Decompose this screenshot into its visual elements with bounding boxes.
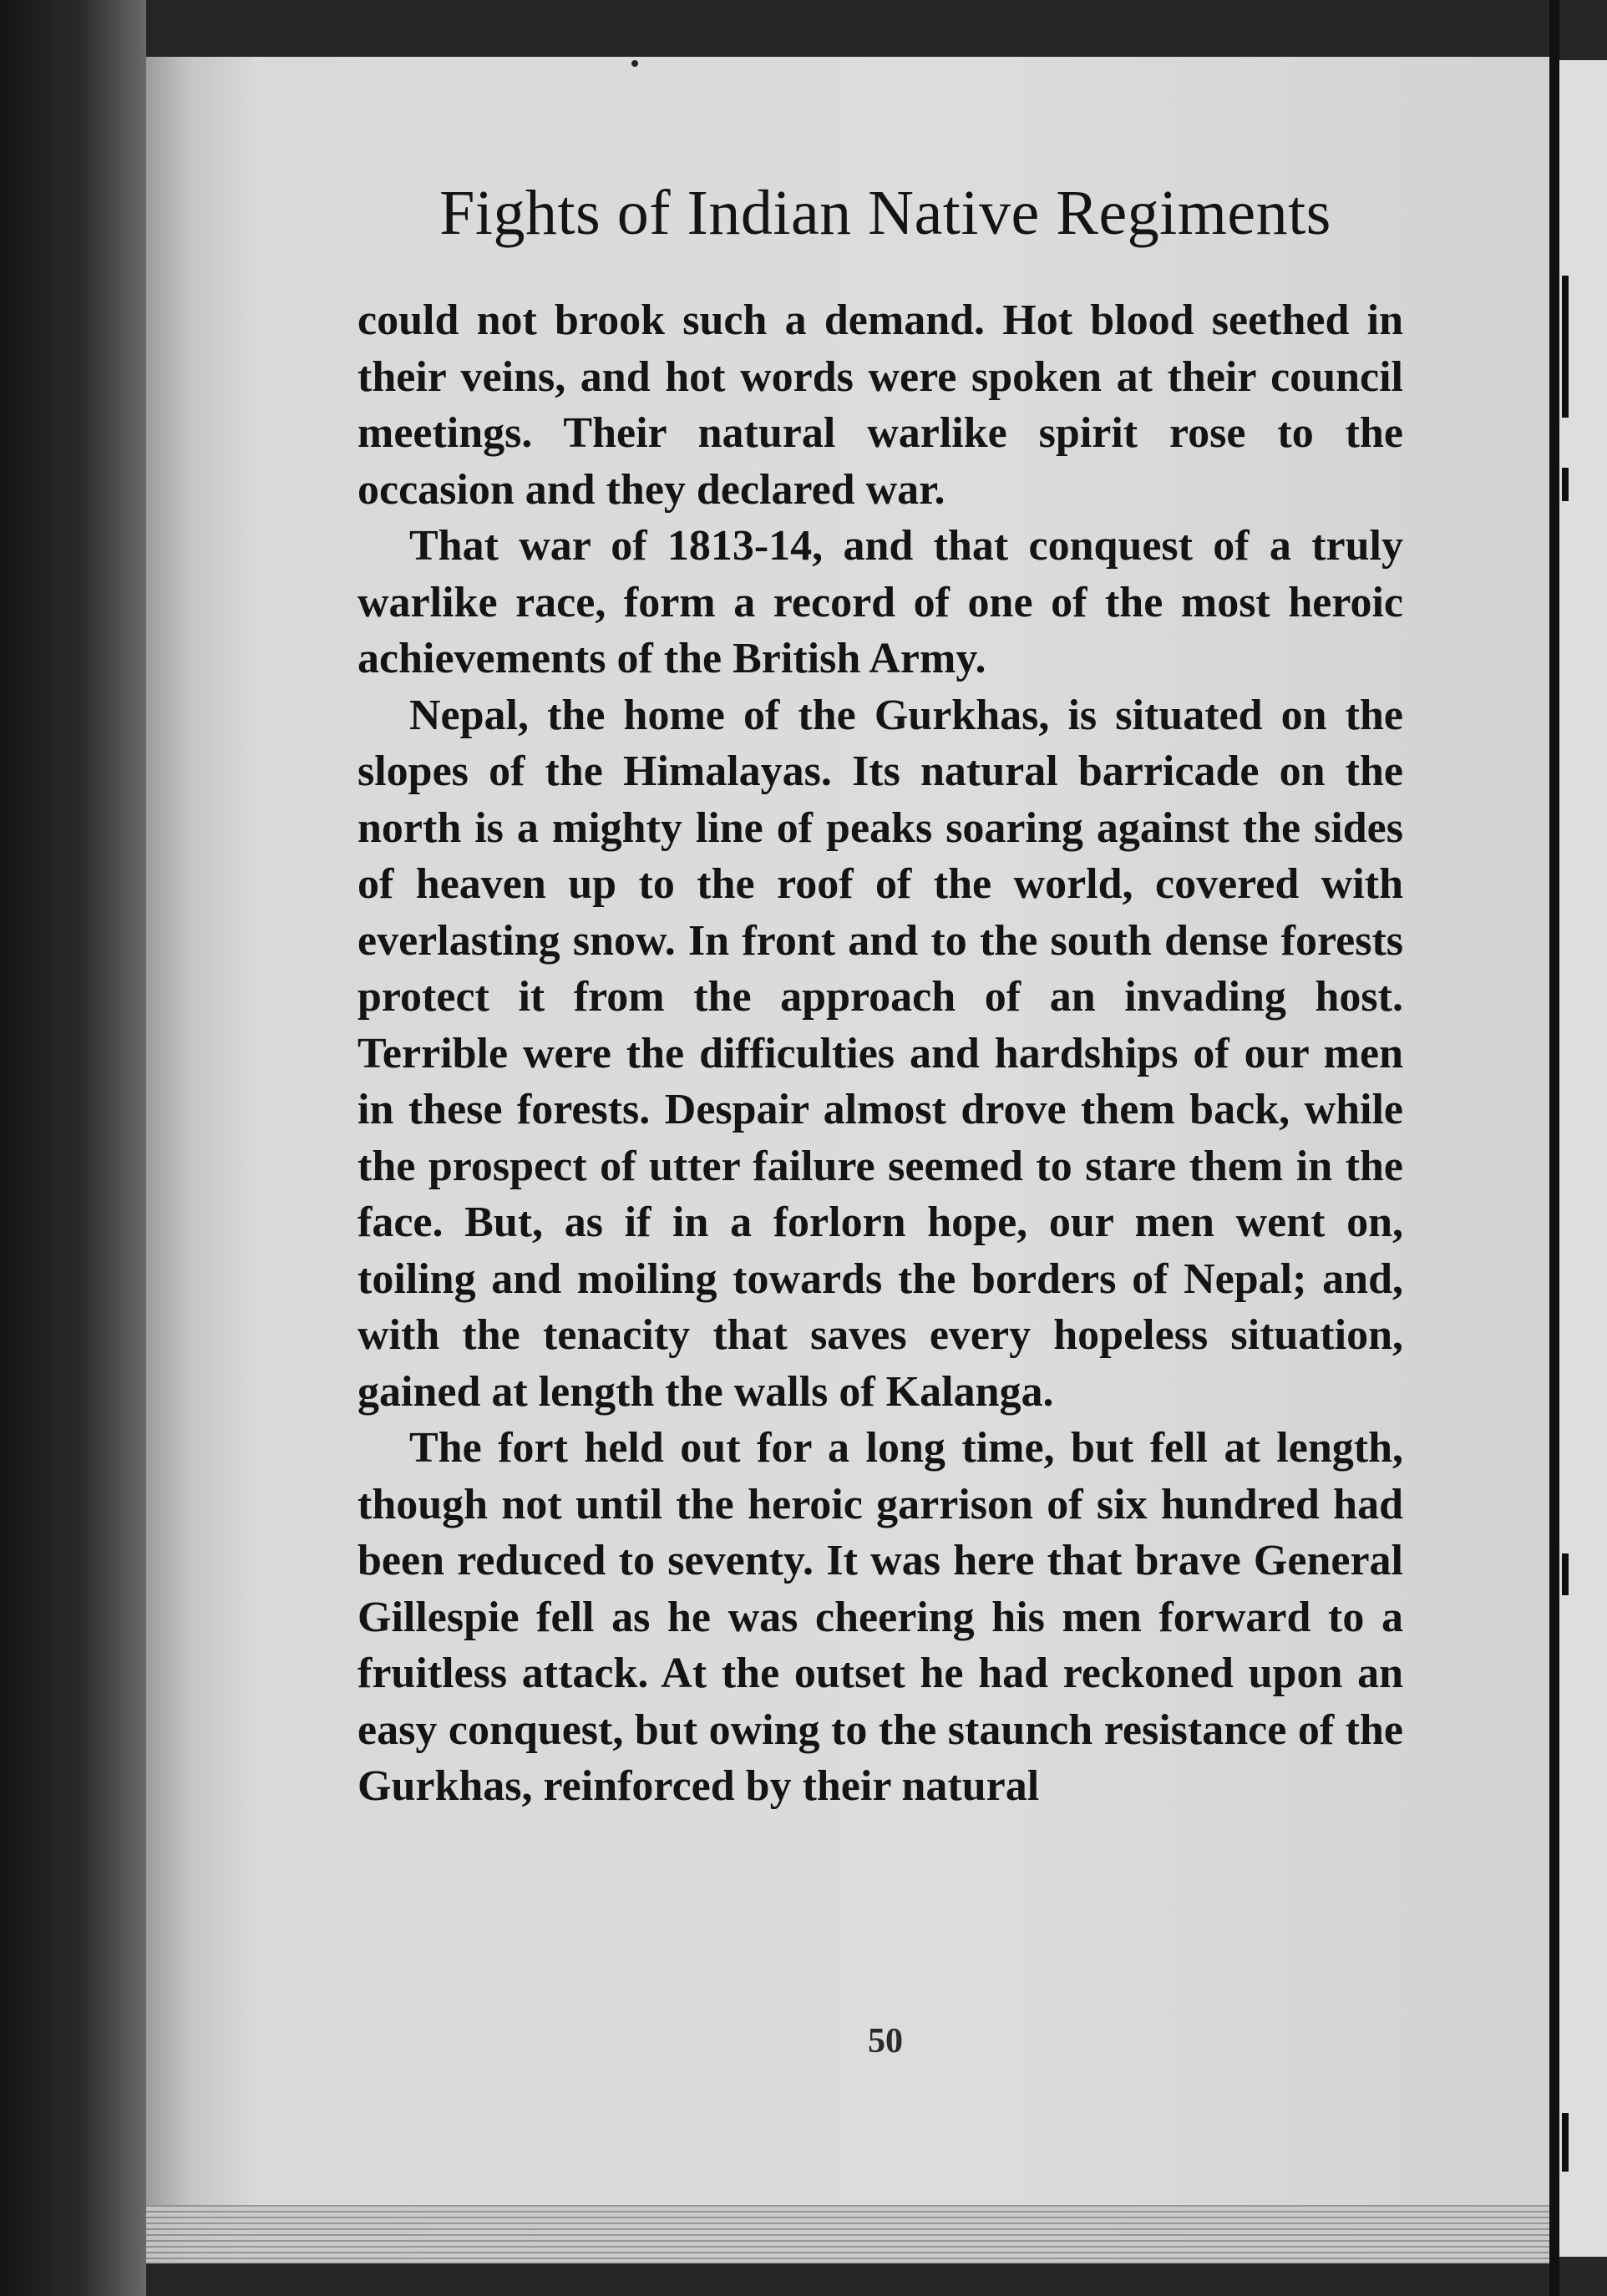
paragraph: The fort held out for a long time, but fell at length, though not until the heroic garrison of six hundred had been reduced to seventy. It was here that brave General Gillespie fell as he was cheering his men forward to a fruitless attack. At the outset he had reckoned upon an easy conquest, but owing to the staunch resistance of the Gurkhas, reinforced by their natural <box>357 1424 1403 1810</box>
next-page-mark <box>1562 276 1569 418</box>
paragraph: That war of 1813-14, and that conquest of a truly warlike race, form a record of one of the most heroic achievements of the British Army. <box>357 522 1403 682</box>
book-binding-edge <box>0 0 146 2296</box>
paragraph: could not brook such a demand. Hot blood seethed in their veins, and hot words were spoken at their council meetings. Their natural warlike spirit rose to the occasion and they declared war. <box>357 297 1403 514</box>
next-page-mark <box>1562 1553 1569 1595</box>
next-page-mark <box>1562 2113 1569 2172</box>
body-text <box>357 292 1403 1815</box>
paragraph: Nepal, the home of the Gurkhas, is situated on the slopes of the Himalayas. Its natural barricade on the north is a mighty line of peaks soaring against the sides of heaven up to the roof of the world, covered with everlasting snow. In front and to the south dense forests protect it from the approach of an invading host. Terrible were the difficulties and hardships of our men in these forests. Despair almost drove them back, while the prospect of utter failure seemed to stare them in the face. But, as if in a forlorn hope, our men went on, toiling and moiling towards the borders of Nepal; and, with the tenacity that saves every hopeless situation, gained at length the walls of Kalanga. <box>357 691 1403 1416</box>
page-gutter <box>1549 0 1559 2296</box>
running-title: Fights of Indian Native Regiments <box>439 178 1331 248</box>
page-edge-lines <box>146 2205 1549 2263</box>
next-page-mark <box>1562 468 1569 501</box>
page-number: 50 <box>868 2022 903 2060</box>
scan-speck <box>631 60 638 67</box>
